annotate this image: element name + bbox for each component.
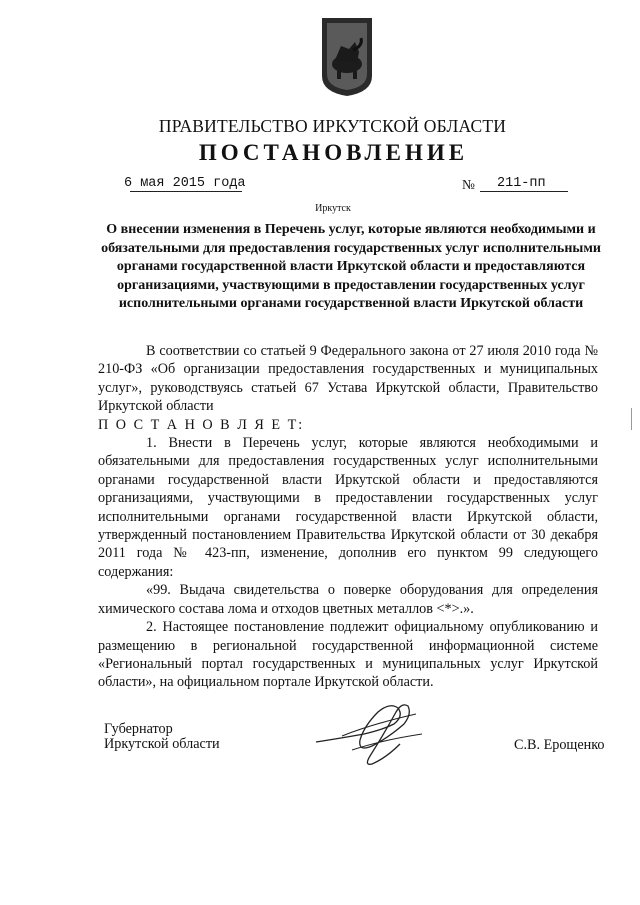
signatory-name: С.В. Ерощенко [514, 737, 605, 753]
document-type: ПОСТАНОВЛЕНИЕ [198, 140, 469, 165]
document-date: 6 мая 2015 года [124, 176, 246, 191]
document-number: 211-пп [497, 176, 546, 191]
decree-word: П О С Т А Н О В Л Я Е Т: [98, 416, 305, 433]
position-line-2: Иркутской области [104, 736, 220, 752]
signatory-position [104, 722, 220, 752]
item-2-paragraph: 2. Настоящее постановление подлежит официальному опубликованию и размещению в региональной государственной информационной системе «Региональный портал государственных и муниципальных услуг Иркутской области», на официальном портале Иркутской области. [98, 619, 598, 691]
preamble-paragraph: В соответствии со статьей 9 Федерального закона от 27 июля 2010 года № 210-ФЗ «Об организации предоставления государственных и муниципальных услуг», руководствуясь статьей 67 Устава Иркутской области, Правительство Иркутской области [98, 343, 598, 415]
document-body [98, 342, 598, 692]
number-sign: № [462, 177, 475, 192]
number-underline [480, 191, 568, 192]
margin-mark [631, 408, 634, 430]
date-underline [130, 191, 242, 192]
city: Иркутск [315, 203, 351, 214]
item-1-paragraph: 1. Внести в Перечень услуг, которые являются необходимыми и обязательными для предоставления государственных услуг исполнительными органами государственной власти Иркутской области и предоставляются организациями, участвующими в предоставлении государственных услуг исполнительными органами государственной власти Иркутской области, утвержденный постановлением Правительства Иркутской области от 30 декабря 2011 года № 423-пп, изменение, дополнив его пунктом 99 следующего содержания: [98, 435, 598, 580]
handwritten-signature [312, 694, 432, 774]
quote-paragraph: «99. Выдача свидетельства о поверке оборудования для определения химического состава лома и отходов цветных металлов <*>.». [98, 582, 598, 617]
government-title: ПРАВИТЕЛЬСТВО ИРКУТСКОЙ ОБЛАСТИ [158, 116, 507, 136]
coat-of-arms-emblem [319, 16, 375, 98]
document-subject: О внесении изменения в Перечень услуг, которые являются необходимыми и обязательными для предоставления государственных услуг исполнительными органами государственной власти Иркутской области и предоставляются организациями, участвующими в предоставлении государственных услуг исполнительными органами государственной власти Иркутской области [101, 222, 601, 312]
position-line-1: Губернатор [104, 721, 173, 737]
